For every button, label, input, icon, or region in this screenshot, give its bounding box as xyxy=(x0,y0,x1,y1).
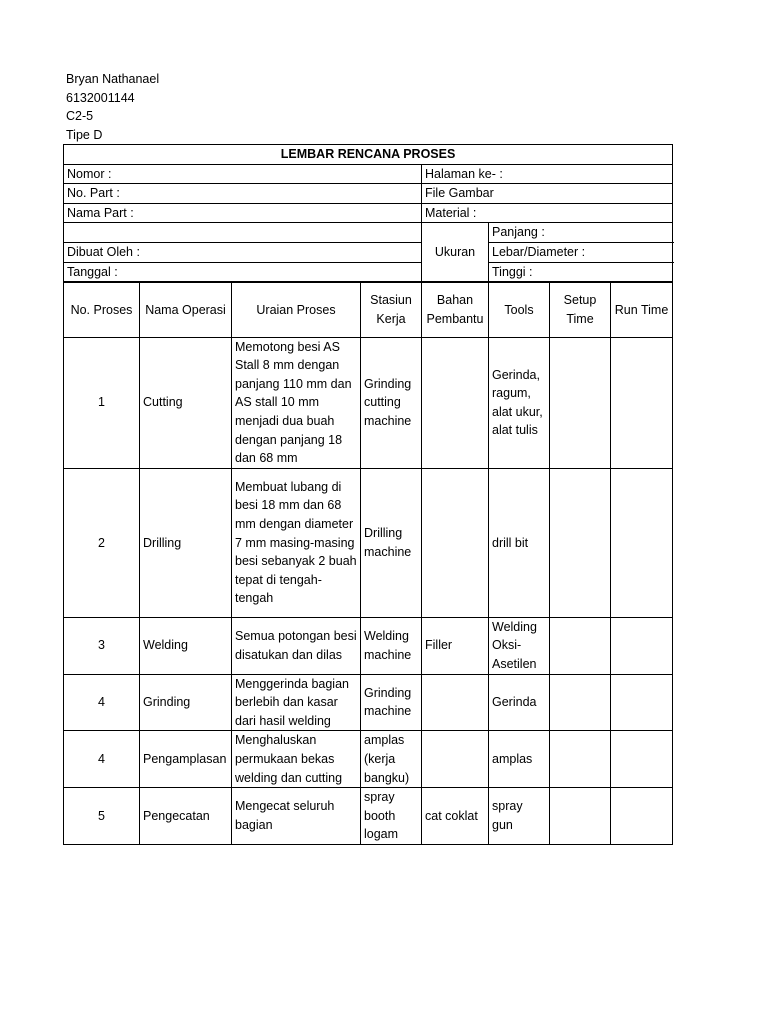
cell-run xyxy=(611,468,673,617)
cell-uraian: Memotong besi AS Stall 8 mm dengan panjang 110 mm dan AS stall 10 mm menjadi dua buah dengan panjang 18 dan 68 mm xyxy=(232,337,361,468)
field-panjang: Panjang : xyxy=(489,223,673,243)
author-name: Bryan Nathanael xyxy=(66,72,160,86)
cell-operasi: Cutting xyxy=(140,337,232,468)
field-file-gambar: File Gambar xyxy=(422,184,673,204)
cell-bahan xyxy=(422,674,489,731)
col-header-tools: Tools xyxy=(489,282,550,337)
cell-tools: Gerinda xyxy=(489,674,550,731)
cell-uraian: Menggerinda bagian berlebih dan kasar dari hasil welding xyxy=(232,674,361,731)
process-plan-sheet xyxy=(63,144,673,845)
field-tanggal: Tanggal : xyxy=(64,262,422,282)
cell-operasi: Grinding xyxy=(140,674,232,731)
cell-tools: spray gun xyxy=(489,788,550,845)
cell-run xyxy=(611,617,673,674)
col-header-stasiun-kerja: Stasiun Kerja xyxy=(361,282,422,337)
author-class: C2-5 xyxy=(66,109,94,123)
cell-tools: Welding Oksi- Asetilen xyxy=(489,617,550,674)
cell-stasiun: Grinding cutting machine xyxy=(361,337,422,468)
field-ukuran: Ukuran xyxy=(422,223,489,282)
cell-bahan xyxy=(422,337,489,468)
cell-uraian: Menghaluskan permukaan bekas welding dan cutting xyxy=(232,731,361,788)
cell-run xyxy=(611,788,673,845)
cell-operasi: Pengecatan xyxy=(140,788,232,845)
cell-setup xyxy=(550,788,611,845)
col-header-nama-operasi: Nama Operasi xyxy=(140,282,232,337)
table-row xyxy=(64,731,673,788)
field-tinggi: Tinggi : xyxy=(489,262,673,282)
col-header-bahan-pembantu: Bahan Pembantu xyxy=(422,282,489,337)
cell-run xyxy=(611,731,673,788)
cell-stasiun: amplas (kerja bangku) xyxy=(361,731,422,788)
cell-bahan: Filler xyxy=(422,617,489,674)
cell-setup xyxy=(550,731,611,788)
cell-uraian: Mengecat seluruh bagian xyxy=(232,788,361,845)
sheet-title: LEMBAR RENCANA PROSES xyxy=(64,145,673,165)
field-material: Material : xyxy=(422,203,673,223)
cell-stasiun: spray booth logam xyxy=(361,788,422,845)
cell-tools: Gerinda, ragum, alat ukur, alat tulis xyxy=(489,337,550,468)
cell-setup xyxy=(550,674,611,731)
cell-bahan xyxy=(422,731,489,788)
blank-cell xyxy=(64,223,422,243)
col-header-run-time: Run Time xyxy=(611,282,673,337)
cell-no: 3 xyxy=(64,617,140,674)
col-header-uraian-proses: Uraian Proses xyxy=(232,282,361,337)
cell-tools: amplas xyxy=(489,731,550,788)
field-no-part: No. Part : xyxy=(64,184,422,204)
field-dibuat-oleh: Dibuat Oleh : xyxy=(64,242,422,262)
cell-operasi: Drilling xyxy=(140,468,232,617)
cell-stasiun: Drilling machine xyxy=(361,468,422,617)
cell-no: 4 xyxy=(64,674,140,731)
cell-setup xyxy=(550,337,611,468)
cell-run xyxy=(611,337,673,468)
col-header-setup-time: Setup Time xyxy=(550,282,611,337)
cell-bahan xyxy=(422,468,489,617)
table-row xyxy=(64,468,673,617)
author-block xyxy=(66,70,159,144)
field-lebar: Lebar/Diameter : xyxy=(489,242,673,262)
author-id: 6132001144 xyxy=(66,90,135,105)
cell-setup xyxy=(550,468,611,617)
cell-uraian: Semua potongan besi disatukan dan dilas xyxy=(232,617,361,674)
cell-operasi: Welding xyxy=(140,617,232,674)
cell-no: 2 xyxy=(64,468,140,617)
table-row xyxy=(64,337,673,468)
cell-no: 5 xyxy=(64,788,140,845)
field-nama-part: Nama Part : xyxy=(64,203,422,223)
cell-stasiun: Welding machine xyxy=(361,617,422,674)
col-header-no-proses: No. Proses xyxy=(64,282,140,337)
cell-tools: drill bit xyxy=(489,468,550,617)
cell-no: 1 xyxy=(64,337,140,468)
table-row xyxy=(64,674,673,731)
cell-bahan: cat coklat xyxy=(422,788,489,845)
cell-setup xyxy=(550,617,611,674)
table-row xyxy=(64,788,673,845)
author-type: Tipe D xyxy=(66,127,103,142)
field-halaman: Halaman ke- : xyxy=(422,164,673,184)
cell-no: 4 xyxy=(64,731,140,788)
cell-stasiun: Grinding machine xyxy=(361,674,422,731)
cell-run xyxy=(611,674,673,731)
field-nomor: Nomor : xyxy=(64,164,422,184)
cell-operasi: Pengamplasan xyxy=(140,731,232,788)
table-row xyxy=(64,617,673,674)
cell-uraian: Membuat lubang di besi 18 mm dan 68 mm dengan diameter 7 mm masing-masing besi sebanyak 2 buah tepat di tengah- tengah xyxy=(232,468,361,617)
